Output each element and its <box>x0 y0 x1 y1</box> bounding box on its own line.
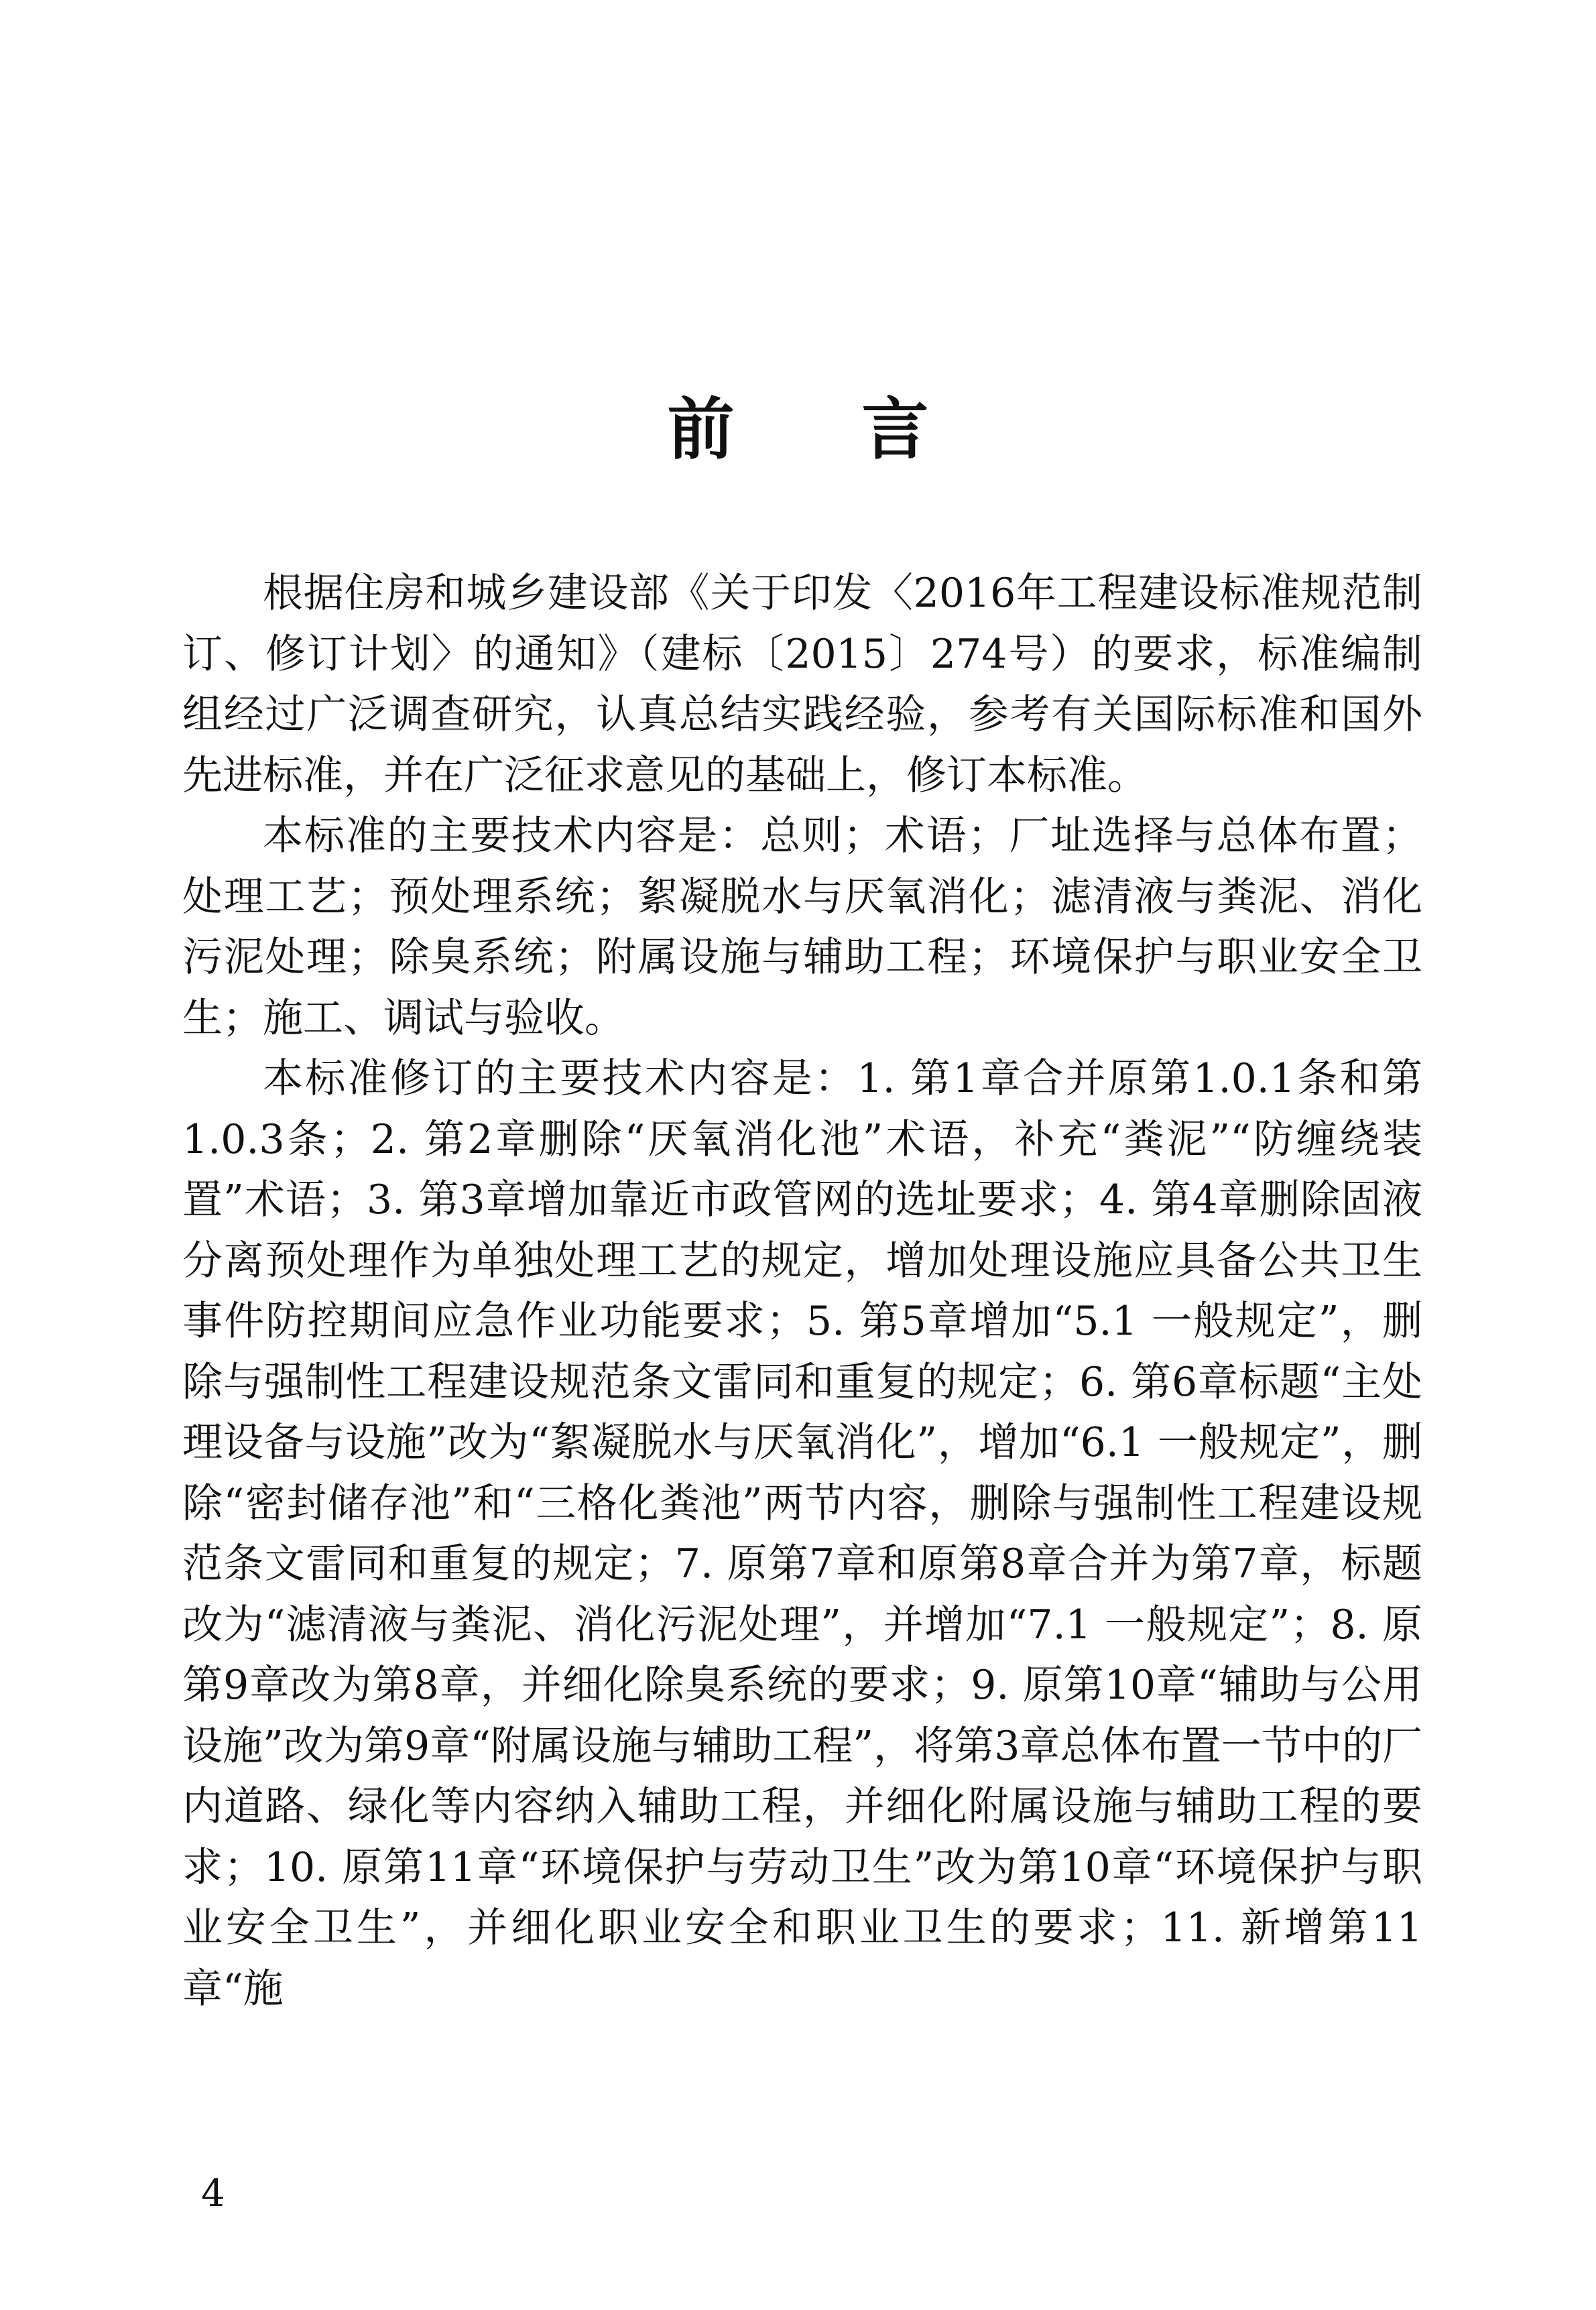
paragraph-2: 本标准的主要技术内容是：总则；术语；厂址选择与总体布置；处理工艺；预处理系统；絮凝脱水与厌氧消化；滤清液与粪泥、消化污泥处理；除臭系统；附属设施与辅助工程；环境保护与职业安全卫生；施工、调试与验收。 <box>182 812 1422 1042</box>
page-title <box>0 389 1596 469</box>
title-char-1: 前 <box>667 389 735 469</box>
paragraph-1: 根据住房和城乡建设部《关于印发〈2016年工程建设标准规范制订、修订计划〉的通知》（建标〔2015〕274号）的要求，标准编制组经过广泛调查研究，认真总结实践经验，参考有关国际标准和国外先进标准，并在广泛征求意见的基础上，修订本标准。 <box>182 570 1422 799</box>
title-char-2: 言 <box>861 389 929 469</box>
paragraph-3: 本标准修订的主要技术内容是：1. 第1章合并原第1.0.1条和第1.0.3条；2. 第2章删除“厌氧消化池”术语，补充“粪泥”“防缠绕装置”术语；3. 第3章增加靠近市政管网的选址要求；4. 第4章删除固液分离预处理作为单独处理工艺的规定，增加处理设施应具备公共卫生事件防控期间应急作业功能要求；5. 第5章增加“5.1 一般规定”，删除与强制性工程建设规范条文雷同和重复的规定；6. 第6章标题“主处理设备与设施”改为“絮凝脱水与厌氧消化”，增加“6.1 一般规定”，删除“密封储存池”和“三格化粪池”两节内容，删除与强制性工程建设规范条文雷同和重复的规定；7. 原第7章和原第8章合并为第7章，标题改为“滤清液与粪泥、消化污泥处理”，并增加“7.1 一般规定”；8. 原第9章改为第8章，并细化除臭系统的要求；9. 原第10章“辅助与公用设施”改为第9章“附属设施与辅助工程”，将第3章总体布置一节中的厂内道路、绿化等内容纳入辅助工程，并细化附属设施与辅助工程的要求；10. 原第11章“环境保护与劳动卫生”改为第10章“环境保护与职业安全卫生”，并细化职业安全和职业卫生的要求；11. 新增第11章“施 <box>182 1055 1422 2012</box>
preface-body <box>182 563 1422 2019</box>
page-number: 4 <box>201 2172 225 2215</box>
